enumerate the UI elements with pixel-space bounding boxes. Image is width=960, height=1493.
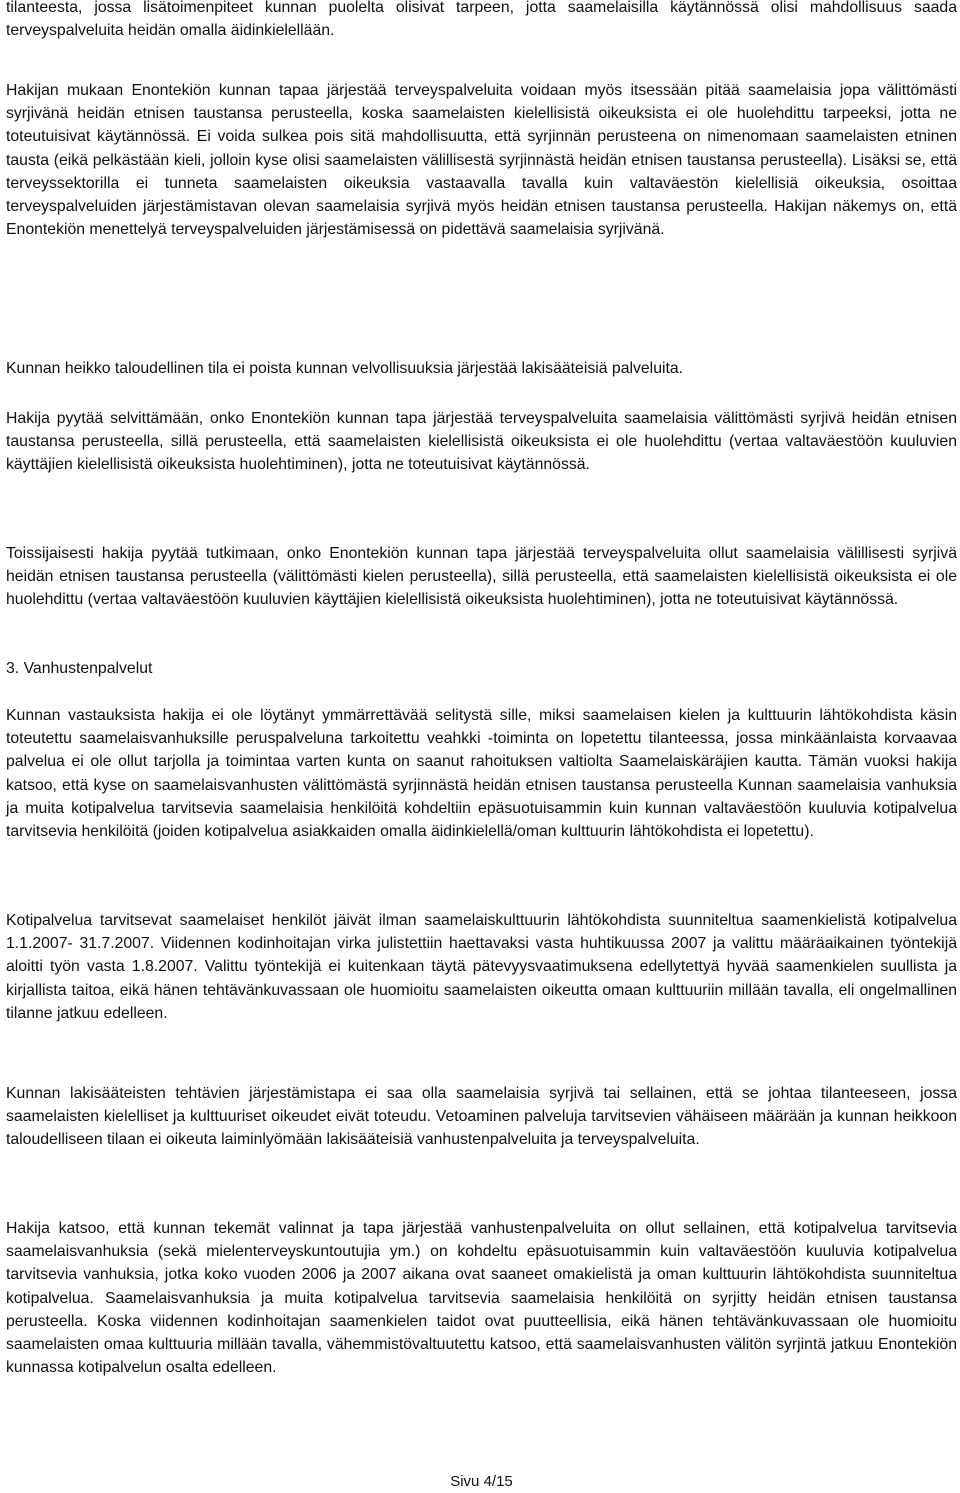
paragraph-5: Toissijaisesti hakija pyytää tutkimaan, onko Enontekiön kunnan tapa järjestää terveyspalveluita ollut saamelaisia välillisesti syrjivä heidän etnisen taustansa perusteella (välittömästi kielen perusteella), sillä perusteella, että saamelaisten kielellisistä oikeuksista ei ole huolehdittu (vertaa valtaväestöön kuuluvien käyttäjien kielellisistä oikeuksista huolehtiminen), jotta ne toteutuisivat käytännössä. xyxy=(6,545,957,609)
section-heading: 3. Vanhustenpalvelut xyxy=(6,660,153,677)
page-number: Sivu 4/15 xyxy=(450,1473,513,1490)
document-page xyxy=(6,0,957,1493)
paragraph-3: Kunnan heikko taloudellinen tila ei poista kunnan velvollisuuksia järjestää lakisääteisiä palveluita. xyxy=(6,360,684,377)
section-paragraph-3: Kunnan lakisääteisten tehtävien järjestämistapa ei saa olla saamelaisia syrjivä tai sellainen, että se johtaa tilanteeseen, jossa saamelaisten kielelliset ja kulttuuriset oikeudet eivät toteudu. Vetoaminen palveluja tarvitsevien vähäiseen määrään ja kunnan heikkoon taloudelliseen tilaan ei oikeuta laiminlyömään lakisääteisiä vanhustenpalveluita ja terveyspalveluita. xyxy=(6,1085,957,1149)
section-paragraph-2: Kotipalvelua tarvitsevat saamelaiset henkilöt jäivät ilman saamelaiskulttuurin lähtökohdista suunniteltua saamenkielistä kotipalvelua 1.1.2007- 31.7.2007. Viidennen kodinhoitajan virka julistettiin haettavaksi vasta huhtikuussa 2007 ja valittu määräaikainen työntekijä aloitti työn vasta 1.8.2007. Valittu työntekijä ei kuitenkaan täytä pätevyysvaatimuksena edellytettyä hyvää saamenkielen suullista ja kirjallista taitoa, eikä hänen tehtävänkuvassaan ole huomioitu saamelaisten oikeutta omaan kulttuuriin millään tavalla, eli ongelmallinen tilanne jatkuu edelleen. xyxy=(6,912,957,1022)
section-paragraph-4: Hakija katsoo, että kunnan tekemät valinnat ja tapa järjestää vanhustenpalveluita on ollut sellainen, että kotipalvelua tarvitsevia saamelaisvanhuksia (sekä mielenterveyskuntoutujia ym.) on kohdeltu epäsuotuisammin kuin valtaväestöön kuuluvia kotipalvelua tarvitsevia vanhuksia, jotka koko vuoden 2006 ja 2007 aikana ovat saaneet omakielistä ja oman kulttuurin lähtökohdista suunniteltua kotipalvelua. Saamelaisvanhuksia ja muita kotipalvelua tarvitsevia saamelaisia henkilöitä on syrjitty heidän etnisen taustansa perusteella. Koska viidennen kodinhoitajan saamenkielen taidot ovat puutteellisia, eikä hänen tehtävänkuvassaan ole huomioitu saamelaisten omaa kulttuuria millään tavalla, vähemmistövaltuutettu katsoo, että saamelaisvanhusten välitön syrjintä jatkuu Enontekiön kunnassa kotipalvelun osalta edelleen. xyxy=(6,1220,957,1377)
paragraph-1: tilanteesta, jossa lisätoimenpiteet kunnan puolelta olisivat tarpeen, jotta saamelaisilla käytännössä olisi mahdollisuus saada terveyspalveluita heidän omalla äidinkielellään. xyxy=(6,0,957,40)
paragraph-2: Hakijan mukaan Enontekiön kunnan tapaa järjestää terveyspalveluita voidaan myös itsessään pitää saamelaisia jopa välittömästi syrjivänä heidän etnisen taustansa perusteella, koska saamelaisten kielellisistä oikeuksista ei ole huolehdittu tarpeeksi, jotta ne toteutuisivat käytännössä. Ei voida sulkea pois sitä mahdollisuutta, että syrjinnän perusteena on nimenomaan saamelaisten etninen tausta (eikä pelkästään kieli, jolloin kyse olisi saamelaisten välillisestä syrjinnästä heidän etnisen taustansa perusteella). Lisäksi se, että terveyssektorilla ei tunneta saamelaisten oikeuksia vastaavalla tavalla kuin valtaväestön kielellisiä oikeuksia, osoittaa terveyspalveluiden järjestämistavan olevan saamelaisia syrjivä myös heidän etnisen taustansa perusteella. Hakijan näkemys on, että Enontekiön menettelyä terveyspalveluiden järjestämisessä on pidettävä saamelaisia syrjivänä. xyxy=(6,82,957,239)
section-paragraph-1: Kunnan vastauksista hakija ei ole löytänyt ymmärrettävää selitystä sille, miksi saamelaisen kielen ja kulttuurin lähtökohdista käsin toteutettu saamelaisvanhuksille peruspalveluna tarkoitettu veahkki -toiminta on lopetettu tilanteessa, jossa minkäänlaista korvaavaa palvelua ei ole ollut tarjolla ja toimintaa varten kunta on saanut rahoituksen valtiolta Saamelaiskäräjien kautta. Tämän vuoksi hakija katsoo, että kyse on saamelaisvanhusten välittömästä syrjinnästä heidän etnisen taustansa perusteella Kunnan saamelaisia vanhuksia ja muita kotipalvelua tarvitsevia saamelaisia henkilöitä kohdeltiin epäsuotuisammin kuin kunnan valtaväestöön kuuluvia kotipalvelua tarvitsevia henkilöitä (joiden kotipalvelua asiakkaiden omalla äidinkielellä/oman kulttuurin lähtökohdista ei lopetettu). xyxy=(6,707,957,841)
paragraph-4: Hakija pyytää selvittämään, onko Enontekiön kunnan tapa järjestää terveyspalveluita saamelaisia välittömästi syrjivä heidän etnisen taustansa perusteella, sillä perusteella, että saamelaisten kielellisistä oikeuksista ei ole huolehdittu (vertaa valtaväestöön kuuluvien käyttäjien kielellisistä oikeuksista huolehtiminen), jotta ne toteutuisivat käytännössä. xyxy=(6,410,957,474)
